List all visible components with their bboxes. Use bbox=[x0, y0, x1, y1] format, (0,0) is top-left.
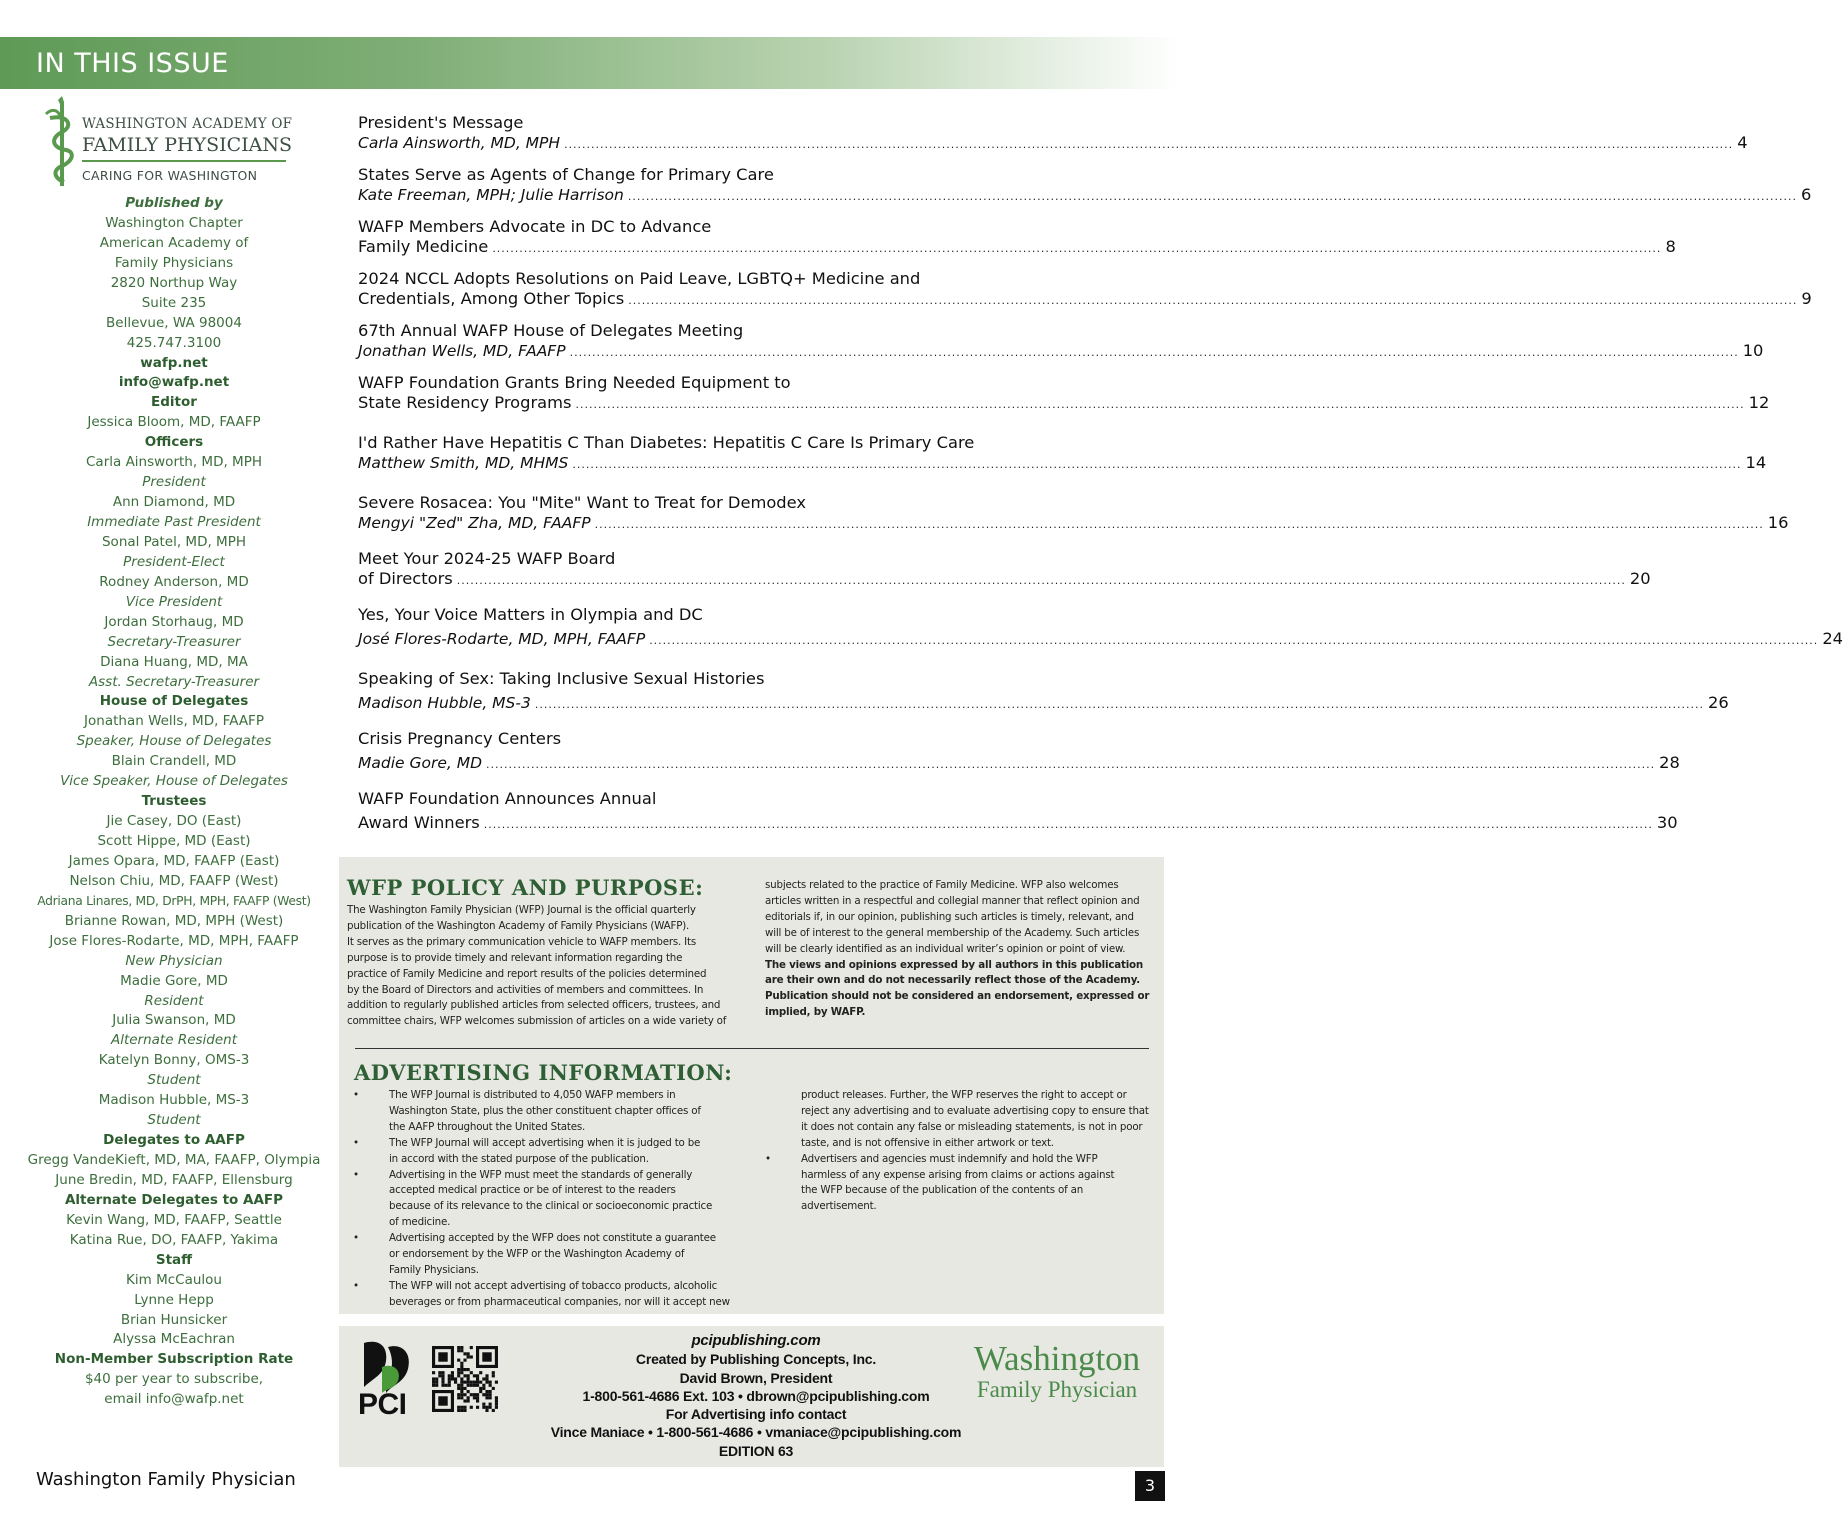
bullet-mark: • bbox=[353, 1168, 359, 1181]
toc-entry-row bbox=[358, 185, 1812, 205]
toc-entry bbox=[358, 729, 1680, 773]
bullet-line: The WFP Journal will accept advertising when it is judged to be bbox=[389, 1136, 701, 1149]
sidebar-line: Trustees bbox=[141, 793, 207, 810]
masthead-sidebar bbox=[24, 194, 324, 1410]
bullet-mark: • bbox=[353, 1089, 359, 1101]
toc-entry-author: Carla Ainsworth, MD, MPH bbox=[358, 134, 561, 152]
sidebar-line: Asst. Secretary-Treasurer bbox=[88, 673, 260, 690]
sidebar-line: Resident bbox=[144, 992, 204, 1009]
logo-line-1: WASHINGTON ACADEMY OF bbox=[82, 116, 293, 132]
bullet-line: because of its relevance to the clinical or socioeconomic practice bbox=[389, 1200, 713, 1213]
toc-page-number: 14 bbox=[1745, 453, 1767, 472]
bullet-line: harmless of any expense arising from claims or actions against bbox=[801, 1168, 1115, 1181]
sidebar-line: Alyssa McEachran bbox=[113, 1331, 235, 1348]
bullet-line: advertisement. bbox=[801, 1200, 877, 1213]
toc-entry bbox=[358, 789, 1678, 833]
toc-entry-author: Matthew Smith, MD, MHMS bbox=[358, 454, 569, 472]
sidebar-line: June Bredin, MD, FAAFP, Ellensburg bbox=[55, 1171, 293, 1188]
policy-line: articles written in a respectful and collegial manner that reflect opinion and bbox=[765, 894, 1140, 907]
sidebar-line: Julia Swanson, MD bbox=[112, 1012, 236, 1029]
sidebar-line: Madison Hubble, MS-3 bbox=[98, 1092, 250, 1109]
sidebar-line: Immediate Past President bbox=[87, 514, 261, 530]
toc-entry bbox=[358, 217, 1676, 257]
publisher-box bbox=[339, 1326, 1164, 1467]
toc-entry-author: Kate Freeman, MPH; Julie Harrison bbox=[358, 186, 624, 204]
sidebar-line: Alternate Resident bbox=[110, 1032, 238, 1049]
toc-entry-row bbox=[358, 341, 1764, 361]
sidebar-line: Scott Hippe, MD (East) bbox=[97, 833, 251, 849]
sidebar-line: Gregg VandeKieft, MD, MA, FAAFP, Olympia bbox=[27, 1152, 321, 1168]
bullet-line: Washington State, plus the other constituent chapter offices of bbox=[389, 1104, 701, 1117]
page-number: 3 bbox=[1135, 1471, 1165, 1501]
sidebar-line: House of Delegates bbox=[99, 693, 249, 710]
publisher-phone: 1-800-561-4686 Ext. 103 • dbrown@pcipublishing.com bbox=[582, 1387, 930, 1404]
toc-page-number: 12 bbox=[1748, 393, 1770, 412]
sidebar-line: Washington Chapter bbox=[105, 214, 243, 231]
bullet-text bbox=[389, 1136, 747, 1168]
sidebar-line: email info@wafp.net bbox=[104, 1391, 244, 1408]
toc-entry bbox=[358, 373, 1770, 413]
toc-leader-dots: .................................................................................................................................................................................................................................................................... bbox=[569, 346, 1739, 359]
sidebar-line: Editor bbox=[151, 394, 197, 411]
sidebar-line: Carla Ainsworth, MD, MPH bbox=[86, 454, 262, 471]
toc-entry-title: Severe Rosacea: You "Mite" Want to Treat for Demodex bbox=[358, 493, 807, 512]
bullet-line: in accord with the stated purpose of the publication. bbox=[389, 1152, 649, 1165]
section-header-title: IN THIS ISSUE bbox=[36, 48, 229, 79]
toc-entry-title: States Serve as Agents of Change for Primary Care bbox=[358, 165, 774, 184]
sidebar-line: Student bbox=[147, 1112, 201, 1129]
policy-line: It serves as the primary communication vehicle to WAFP members. Its bbox=[347, 935, 697, 948]
bullet-text bbox=[389, 1088, 747, 1136]
qr-code-icon bbox=[432, 1346, 498, 1412]
toc-entry-title-cont: Award Winners bbox=[358, 813, 480, 832]
sidebar-line: Brianne Rowan, MD, MPH (West) bbox=[64, 912, 284, 929]
policy-disclaimer-line: Publication should not be considered an endorsement, expressed or bbox=[765, 990, 1150, 1003]
policy-heading: WFP POLICY AND PURPOSE: bbox=[347, 875, 704, 900]
sidebar-line: Adriana Linares, MD, DrPH, MPH, FAAFP (West) bbox=[37, 893, 311, 908]
policy-line: will be of interest to the general membership of the Academy. Such articles bbox=[765, 926, 1140, 939]
bullet-text bbox=[389, 1168, 747, 1232]
sidebar-line: Family Physicians bbox=[114, 254, 234, 271]
toc-leader-dots: .................................................................................................................................................................................................................................................................... bbox=[575, 398, 1745, 411]
sidebar-line: Jie Casey, DO (East) bbox=[106, 813, 242, 830]
sidebar-line: Katina Rue, DO, FAAFP, Yakima bbox=[69, 1231, 279, 1248]
toc-entry-row bbox=[358, 289, 1812, 309]
policy-line: practice of Family Medicine and report results of the policies determined bbox=[347, 967, 707, 980]
toc-entry bbox=[358, 605, 1843, 649]
bullet-line: the WFP because of the publication of the contents of an bbox=[801, 1184, 1084, 1197]
sidebar-line: Speaker, House of Delegates bbox=[76, 733, 272, 750]
toc-leader-dots: .................................................................................................................................................................................................................................................................... bbox=[594, 518, 1764, 531]
sidebar-line: Suite 235 bbox=[141, 294, 207, 311]
advertising-bullet-item bbox=[347, 1231, 747, 1279]
sidebar-line: Delegates to AAFP bbox=[103, 1132, 245, 1149]
toc-page-number: 16 bbox=[1767, 513, 1789, 532]
sidebar-line: Rodney Anderson, MD bbox=[99, 573, 249, 590]
bullet-mark: • bbox=[353, 1232, 359, 1245]
section-header-band bbox=[0, 37, 1180, 89]
wafp-logo bbox=[44, 96, 294, 188]
bullet-mark: • bbox=[353, 1136, 359, 1149]
toc-entry-title-cont: Credentials, Among Other Topics bbox=[358, 289, 625, 308]
sidebar-line: Ann Diamond, MD bbox=[112, 494, 236, 511]
sidebar-line: American Academy of bbox=[99, 234, 249, 251]
policy-text-left bbox=[347, 903, 747, 1030]
sidebar-line: New Physician bbox=[125, 952, 223, 969]
sidebar-line: Student bbox=[147, 1072, 201, 1089]
toc-entry-title: President's Message bbox=[358, 113, 524, 132]
bullet-text bbox=[389, 1231, 747, 1279]
bullet-mark: • bbox=[353, 1279, 359, 1292]
sidebar-line: Jordan Storhaug, MD bbox=[104, 613, 244, 630]
bullet-line: the AAFP throughout the United States. bbox=[389, 1120, 586, 1133]
toc-entry-row bbox=[358, 753, 1680, 773]
advertising-contact: Vince Maniace • 1-800-561-4686 • vmaniace@pcipublishing.com bbox=[550, 1424, 962, 1441]
sidebar-line: President-Elect bbox=[123, 553, 225, 570]
bullet-line: Advertisers and agencies must indemnify and hold the WFP bbox=[801, 1152, 1098, 1165]
bullet-line: of medicine. bbox=[389, 1216, 451, 1229]
toc-entry bbox=[358, 269, 1812, 309]
bullet-line: product releases. Further, the WFP reserves the right to accept or bbox=[801, 1089, 1127, 1101]
toc-entry bbox=[358, 321, 1764, 361]
sidebar-line: 425.747.3100 bbox=[126, 334, 222, 351]
policy-disclaimer-line: implied, by WAFP. bbox=[765, 1006, 866, 1019]
toc-entry-author: José Flores-Rodarte, MD, MPH, FAAFP bbox=[358, 630, 646, 648]
toc-leader-dots: .................................................................................................................................................................................................................................................................... bbox=[572, 458, 1742, 471]
footer-publication-name: Washington Family Physician bbox=[36, 1469, 296, 1490]
sidebar-line: Brian Hunsicker bbox=[120, 1311, 228, 1328]
sidebar-line: Bellevue, WA 98004 bbox=[106, 314, 242, 331]
logo-line-2: FAMILY PHYSICIANS bbox=[82, 134, 293, 156]
toc-page-number: 6 bbox=[1801, 185, 1812, 204]
caduceus-icon bbox=[44, 96, 80, 188]
toc-entry-title: Crisis Pregnancy Centers bbox=[358, 729, 562, 748]
publisher-president: David Brown, President bbox=[679, 1369, 833, 1386]
bullet-text bbox=[801, 1152, 1159, 1216]
toc-entry-title: Yes, Your Voice Matters in Olympia and DC bbox=[358, 605, 703, 624]
toc-entry bbox=[358, 549, 1651, 589]
bullet-line: The WFP will not accept advertising of tobacco products, alcoholic bbox=[389, 1279, 718, 1292]
policy-disclaimer-line: are their own and do not necessarily reflect those of the Academy. bbox=[765, 974, 1140, 987]
toc-entry-author: Madie Gore, MD bbox=[358, 754, 483, 772]
advertising-heading: ADVERTISING INFORMATION: bbox=[354, 1060, 733, 1085]
policy-line: by the Board of Directors and activities of members and committees. In bbox=[347, 983, 704, 996]
toc-page-number: 8 bbox=[1665, 237, 1676, 256]
sidebar-line: Published by bbox=[125, 195, 223, 211]
toc-entry-row bbox=[358, 813, 1678, 833]
edition: EDITION 63 bbox=[718, 1442, 794, 1459]
toc-leader-dots: .................................................................................................................................................................................................................................................................... bbox=[649, 634, 1819, 647]
advertising-contact-label: For Advertising info contact bbox=[665, 1406, 847, 1423]
toc-leader-dots: .................................................................................................................................................................................................................................................................... bbox=[456, 574, 1626, 587]
policy-line: purpose is to provide timely and relevant information regarding the bbox=[347, 951, 683, 964]
toc-leader-dots: .................................................................................................................................................................................................................................................................... bbox=[534, 698, 1704, 711]
toc-entry bbox=[358, 493, 1789, 533]
sidebar-line: Jessica Bloom, MD, FAAFP bbox=[87, 414, 261, 431]
sidebar-line: Secretary-Treasurer bbox=[107, 633, 241, 650]
toc-entry bbox=[358, 433, 1767, 473]
advertising-bullet-item bbox=[347, 1136, 747, 1168]
advertising-bullet-item bbox=[347, 1279, 747, 1311]
sidebar-line: Lynne Hepp bbox=[134, 1291, 214, 1308]
toc-entry-title: I'd Rather Have Hepatitis C Than Diabetes: Hepatitis C Care Is Primary Care bbox=[358, 433, 975, 452]
toc-entry-row bbox=[358, 237, 1676, 257]
publisher-created: Created by Publishing Concepts, Inc. bbox=[635, 1351, 877, 1368]
toc-entry-title: 67th Annual WAFP House of Delegates Meeting bbox=[358, 321, 744, 340]
bullet-line: or endorsement by the WFP or the Washington Academy of bbox=[389, 1248, 685, 1261]
toc-page-number: 30 bbox=[1656, 813, 1678, 832]
bullet-line: The WFP Journal is distributed to 4,050 WAFP members in bbox=[389, 1089, 676, 1101]
sidebar-line: Diana Huang, MD, MA bbox=[100, 653, 248, 670]
bullet-line: reject any advertising and to evaluate advertising copy to ensure that bbox=[801, 1104, 1149, 1117]
toc-entry-title: Speaking of Sex: Taking Inclusive Sexual Histories bbox=[358, 669, 765, 688]
toc-page-number: 10 bbox=[1742, 341, 1764, 360]
toc-page-number: 4 bbox=[1737, 133, 1748, 152]
advertising-bullet-item bbox=[759, 1152, 1159, 1216]
toc-entry bbox=[358, 165, 1812, 205]
wfp-wordmark bbox=[957, 1340, 1157, 1402]
policy-line: will be clearly identified as an individual writer’s opinion or point of view. bbox=[765, 942, 1126, 955]
policy-line: subjects related to the practice of Family Medicine. WFP also welcomes bbox=[765, 879, 1119, 891]
sidebar-line: Kim McCaulou bbox=[126, 1271, 222, 1288]
toc-entry-title-cont: State Residency Programs bbox=[358, 393, 572, 412]
toc-entry-author: Jonathan Wells, MD, FAAFP bbox=[358, 342, 566, 360]
sidebar-line: Jonathan Wells, MD, FAAFP bbox=[84, 713, 264, 730]
publisher-site: pcipublishing.com bbox=[691, 1332, 821, 1349]
pci-wordmark: PCI bbox=[358, 1388, 407, 1421]
toc-entry-row bbox=[358, 393, 1770, 413]
sidebar-line: Madie Gore, MD bbox=[120, 972, 228, 989]
sidebar-line: $40 per year to subscribe, bbox=[84, 1371, 264, 1388]
bullet-line: Advertising in the WFP must meet the standards of generally bbox=[389, 1168, 693, 1181]
bullet-line: taste, and is not offensive in either artwork or text. bbox=[801, 1136, 1054, 1149]
sidebar-line: James Opara, MD, FAAFP (East) bbox=[68, 852, 280, 869]
logo-tagline: CARING FOR WASHINGTON bbox=[82, 168, 258, 183]
advertising-bullet-item bbox=[347, 1088, 747, 1136]
bullet-line: Family Physicians. bbox=[389, 1263, 479, 1276]
toc-page-number: 20 bbox=[1629, 569, 1651, 588]
policy-line: editorials if, in our opinion, publishing such articles is timely, relevant, and bbox=[765, 910, 1134, 923]
toc-entry-title-cont: of Directors bbox=[358, 569, 453, 588]
policy-line: publication of the Washington Academy of Family Physicians (WAFP). bbox=[347, 919, 690, 932]
toc-leader-dots: .................................................................................................................................................................................................................................................................... bbox=[627, 190, 1797, 203]
policy-line: addition to regularly published articles from selected officers, trustees, and bbox=[347, 999, 721, 1012]
toc-entry-row bbox=[358, 133, 1748, 153]
sidebar-line: info@wafp.net bbox=[118, 374, 230, 391]
sidebar-line: Staff bbox=[155, 1251, 193, 1268]
wfp-wordmark-line-2: Family Physician bbox=[976, 1377, 1138, 1402]
sidebar-line: Kevin Wang, MD, FAAFP, Seattle bbox=[66, 1211, 282, 1228]
sidebar-line: Vice President bbox=[125, 593, 223, 610]
sidebar-line: Jose Flores-Rodarte, MD, MPH, FAAFP bbox=[49, 932, 299, 949]
sidebar-line: Officers bbox=[144, 434, 204, 451]
sidebar-line: Sonal Patel, MD, MPH bbox=[101, 533, 246, 550]
toc-entry-row bbox=[358, 453, 1767, 473]
toc-entry-title-cont: Family Medicine bbox=[358, 237, 489, 256]
advertising-bullet-item bbox=[347, 1168, 747, 1232]
toc-entry-title: WAFP Members Advocate in DC to Advance bbox=[358, 217, 712, 236]
bullet-line: it does not contain any false or misleading statements, is not in poor bbox=[801, 1120, 1143, 1133]
sidebar-line: Non-Member Subscription Rate bbox=[54, 1351, 294, 1368]
sidebar-line: Alternate Delegates to AAFP bbox=[64, 1191, 284, 1208]
sidebar-line: wafp.net bbox=[140, 354, 208, 371]
toc-entry-row bbox=[358, 513, 1789, 533]
sidebar-line: Katelyn Bonny, OMS-3 bbox=[98, 1052, 250, 1069]
toc-leader-dots: .................................................................................................................................................................................................................................................................... bbox=[486, 758, 1656, 771]
toc-entry-author: Madison Hubble, MS-3 bbox=[358, 694, 531, 712]
toc-entry bbox=[358, 669, 1729, 713]
advertising-list-right bbox=[759, 1088, 1159, 1215]
toc-entry-title: WAFP Foundation Grants Bring Needed Equipment to bbox=[358, 373, 791, 392]
bullet-text bbox=[389, 1279, 747, 1311]
toc-leader-dots: .................................................................................................................................................................................................................................................................... bbox=[492, 242, 1662, 255]
advertising-list-left bbox=[347, 1088, 747, 1311]
toc-entry-author: Mengyi "Zed" Zha, MD, FAAFP bbox=[358, 514, 591, 532]
sidebar-line: Nelson Chiu, MD, FAAFP (West) bbox=[69, 872, 279, 889]
policy-line: committee chairs, WFP welcomes submission of articles on a wide variety of bbox=[347, 1015, 727, 1028]
sidebar-line: 2820 Northup Way bbox=[110, 274, 238, 291]
publisher-info bbox=[509, 1332, 1003, 1460]
policy-line: The Washington Family Physician (WFP) Journal is the official quarterly bbox=[347, 904, 696, 916]
toc-page-number: 28 bbox=[1659, 753, 1680, 772]
bullet-line: accepted medical practice or be of interest to the readers bbox=[389, 1184, 676, 1197]
policy-box bbox=[339, 857, 1164, 1314]
toc-leader-dots: .................................................................................................................................................................................................................................................................... bbox=[628, 294, 1798, 307]
toc-entry-title: Meet Your 2024-25 WAFP Board bbox=[358, 549, 616, 568]
toc-entry-row bbox=[358, 629, 1843, 649]
toc-entry-row bbox=[358, 693, 1729, 713]
toc-entry bbox=[358, 113, 1748, 153]
toc-entry-title: 2024 NCCL Adopts Resolutions on Paid Leave, LGBTQ+ Medicine and bbox=[358, 269, 921, 288]
policy-divider bbox=[355, 1048, 1149, 1049]
toc-page-number: 24 bbox=[1822, 629, 1843, 648]
toc-leader-dots: .................................................................................................................................................................................................................................................................... bbox=[564, 138, 1734, 151]
sidebar-line: President bbox=[142, 474, 206, 491]
toc-page-number: 9 bbox=[1801, 289, 1812, 308]
toc-entry-title: WAFP Foundation Announces Annual bbox=[358, 789, 657, 808]
policy-text-right bbox=[765, 878, 1160, 1021]
toc-page-number: 26 bbox=[1707, 693, 1729, 712]
bullet-line: beverages or from pharmaceutical companies, nor will it accept new bbox=[389, 1295, 730, 1308]
toc-leader-dots: .................................................................................................................................................................................................................................................................... bbox=[483, 818, 1653, 831]
wfp-wordmark-line-1: Washington bbox=[973, 1339, 1141, 1378]
advertising-continued-text bbox=[759, 1088, 1159, 1152]
bullet-line: Advertising accepted by the WFP does not constitute a guarantee bbox=[389, 1232, 716, 1245]
logo-divider bbox=[82, 160, 286, 162]
sidebar-line: Vice Speaker, House of Delegates bbox=[60, 773, 288, 790]
sidebar-line: Blain Crandell, MD bbox=[111, 753, 237, 770]
bullet-mark: • bbox=[765, 1152, 771, 1165]
toc-entry-row bbox=[358, 569, 1651, 589]
policy-disclaimer-line: The views and opinions expressed by all authors in this publication bbox=[765, 958, 1144, 971]
